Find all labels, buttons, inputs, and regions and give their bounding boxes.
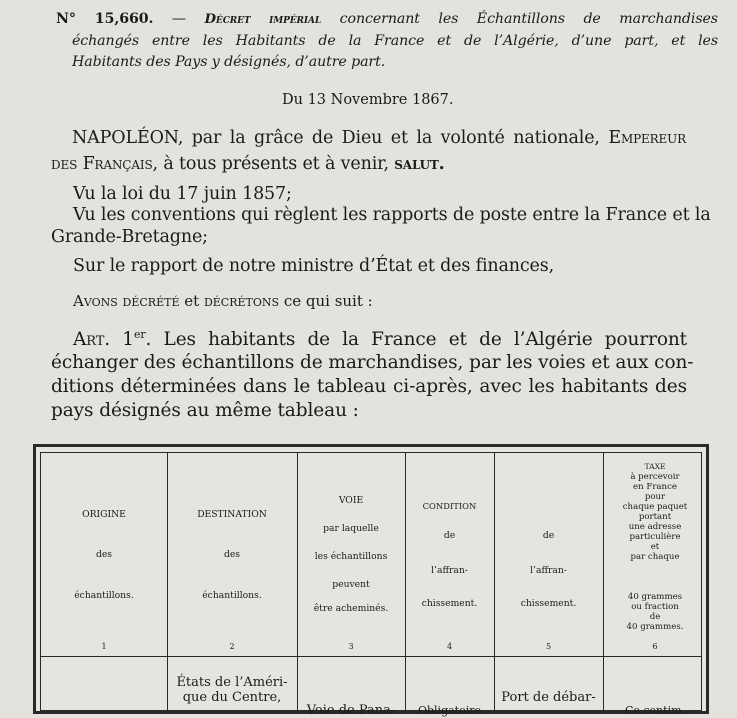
col6-line-3: pour (644, 492, 666, 502)
row1-destination-2: que du Centre, (182, 690, 282, 705)
col1-echantillons: échantillons. (74, 590, 134, 601)
et-text: et (184, 292, 200, 310)
decretons-text: décrétons (203, 292, 280, 310)
col6-line-2: en France (633, 482, 677, 492)
decree-type: Décret impérial (204, 12, 322, 27)
col3-header: VOIE (338, 495, 364, 506)
decree-title-line-3: Habitants des Pays y désignés, d’autre part. (72, 54, 386, 70)
decree-title-line-1: N° 15,660. — Décret impérial concernant les Échantillons de marchandises (56, 11, 718, 27)
col-separator-3 (405, 453, 406, 710)
col4-affran: l’affran- (431, 565, 468, 576)
samples-table (33, 444, 709, 718)
col6-line-12: de (649, 612, 661, 622)
decree-number: N° 15,660. (56, 11, 154, 27)
des-francais: des Français (51, 154, 153, 174)
article-line-1 (73, 328, 687, 350)
col4-chissement: chissement. (421, 598, 478, 609)
col6-line-1: à percevoir (630, 472, 680, 482)
col6-line-6: une adresse (628, 522, 682, 532)
row1-condition: Obligatoire (417, 704, 482, 717)
decree-title-rest: concernant les Échantillons de marchandises (339, 11, 718, 27)
col4-header: CONDITION (422, 501, 477, 511)
row1-port: Port de débar- (501, 690, 596, 705)
col3-line-3: peuvent (332, 579, 370, 590)
article-line-3: ditions déterminées dans le tableau ci-après, avec les habitants des (51, 376, 687, 397)
col1-header: ORIGINE (82, 509, 126, 520)
row1-taxe: Ce centim. (624, 704, 686, 717)
col5-affran: l’affran- (530, 565, 567, 576)
col6-line-9: par chaque (630, 552, 680, 562)
col4-de: de (443, 530, 456, 541)
col6-line-5: portant (638, 512, 672, 522)
col3-number: 3 (348, 642, 354, 651)
avons-text: Avons décrété (73, 292, 180, 310)
suit-text: ce qui suit : (283, 292, 373, 310)
col4-number: 4 (446, 642, 453, 651)
article-line-4: pays désignés au même tableau : (51, 400, 359, 421)
col3-line-4: être acheminés. (313, 603, 389, 614)
col5-de: de (542, 530, 555, 541)
table-inner-border (40, 452, 702, 718)
col6-line-11: ou fraction (631, 602, 679, 612)
vu-loi: Vu la loi du 17 juin 1857; (73, 184, 292, 204)
col-separator-4 (494, 453, 495, 710)
header-bottom-rule (41, 656, 701, 657)
vu-conventions-1: Vu les conventions qui règlent les rapports de poste entre la France et la (73, 205, 711, 225)
col2-header: DESTINATION (197, 509, 267, 520)
row1-voie: Voie de Pana- (306, 703, 396, 718)
article-text-1: . Les habitants de la France et de l’Algérie pourront (145, 329, 688, 351)
emperor-name: NAPOLÉON (72, 128, 178, 148)
preamble-text-2: , à tous présents et à venir, (152, 154, 389, 174)
emperor-title: Empereur (608, 128, 686, 148)
preamble-line-2 (51, 154, 445, 174)
preamble-text-1: , par la grâce de Dieu et la volonté nationale, (177, 128, 600, 148)
decree-date: Du 13 Novembre 1867. (282, 92, 454, 108)
col6-header: TAXE (644, 462, 666, 471)
col6-line-4: chaque paquet (622, 502, 688, 512)
col-separator-1 (167, 453, 168, 710)
article-sup: er (133, 328, 146, 341)
col2-echantillons: échantillons. (202, 590, 262, 601)
salut: salut. (394, 154, 445, 174)
col6-number: 6 (652, 642, 658, 651)
vu-conventions-2: Grande-Bretagne; (51, 227, 208, 247)
avons-decrete (73, 292, 373, 310)
col2-des: des (223, 549, 241, 560)
col6-line-7: particulière (629, 532, 681, 542)
col5-chissement: chissement. (520, 598, 577, 609)
col6-line-8: et (650, 542, 660, 552)
col3-line-2: les échantillons (314, 551, 388, 562)
article-label: Art. 1 (73, 329, 134, 351)
sur-le-rapport: Sur le rapport de notre ministre d’État et des finances, (73, 256, 555, 276)
article-line-2: échanger des échantillons de marchandises, par les voies et aux con- (51, 352, 694, 373)
col1-number: 1 (101, 642, 107, 651)
col6-line-13: 40 grammes. (626, 622, 684, 632)
decree-title-line-2: échangés entre les Habitants de la France et de l’Algérie, d’une part, et les (72, 33, 718, 49)
col1-des: des (95, 549, 113, 560)
col5-number: 5 (545, 642, 552, 651)
col6-line-10: 40 grammes (627, 592, 683, 602)
col2-number: 2 (229, 642, 235, 651)
col3-line-1: par laquelle (323, 523, 379, 534)
row1-destination-1: États de l’Améri- (176, 675, 288, 690)
preamble-line-1 (72, 128, 686, 148)
